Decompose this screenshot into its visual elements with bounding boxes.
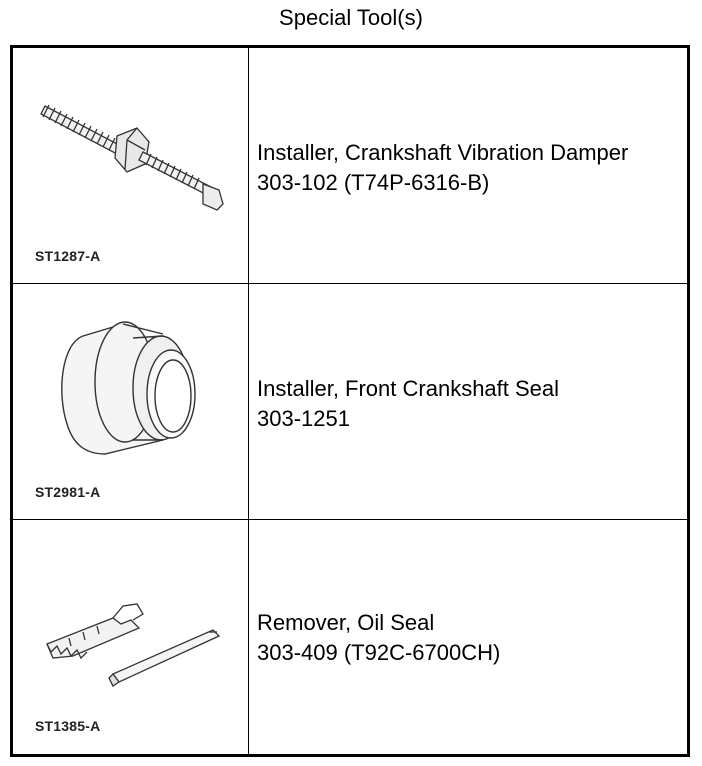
page-title: Special Tool(s) — [279, 5, 423, 30]
table-row — [13, 48, 687, 284]
tool-number: 303-1251 — [257, 406, 350, 431]
tool-code: ST1287-A — [35, 248, 101, 264]
table-row — [13, 520, 687, 754]
tool-number: 303-409 (T92C-6700CH) — [257, 640, 501, 665]
tool-illustration-cell — [13, 284, 249, 519]
tool-code: ST1385-A — [35, 718, 101, 734]
tool-description — [257, 138, 687, 198]
tool-name: Installer, Crankshaft Vibration Damper — [257, 140, 629, 165]
special-tools-table — [10, 45, 690, 757]
tool-description — [257, 608, 687, 668]
table-row — [13, 284, 687, 520]
tool-name: Installer, Front Crankshaft Seal — [257, 376, 560, 401]
tool-illustration-cell — [13, 520, 249, 754]
tool-illustration-cell — [13, 48, 249, 283]
tool-code: ST2981-A — [35, 484, 101, 500]
tool-number: 303-102 (T74P-6316-B) — [257, 170, 490, 195]
tool-description — [257, 374, 687, 434]
tool-name: Remover, Oil Seal — [257, 610, 435, 635]
